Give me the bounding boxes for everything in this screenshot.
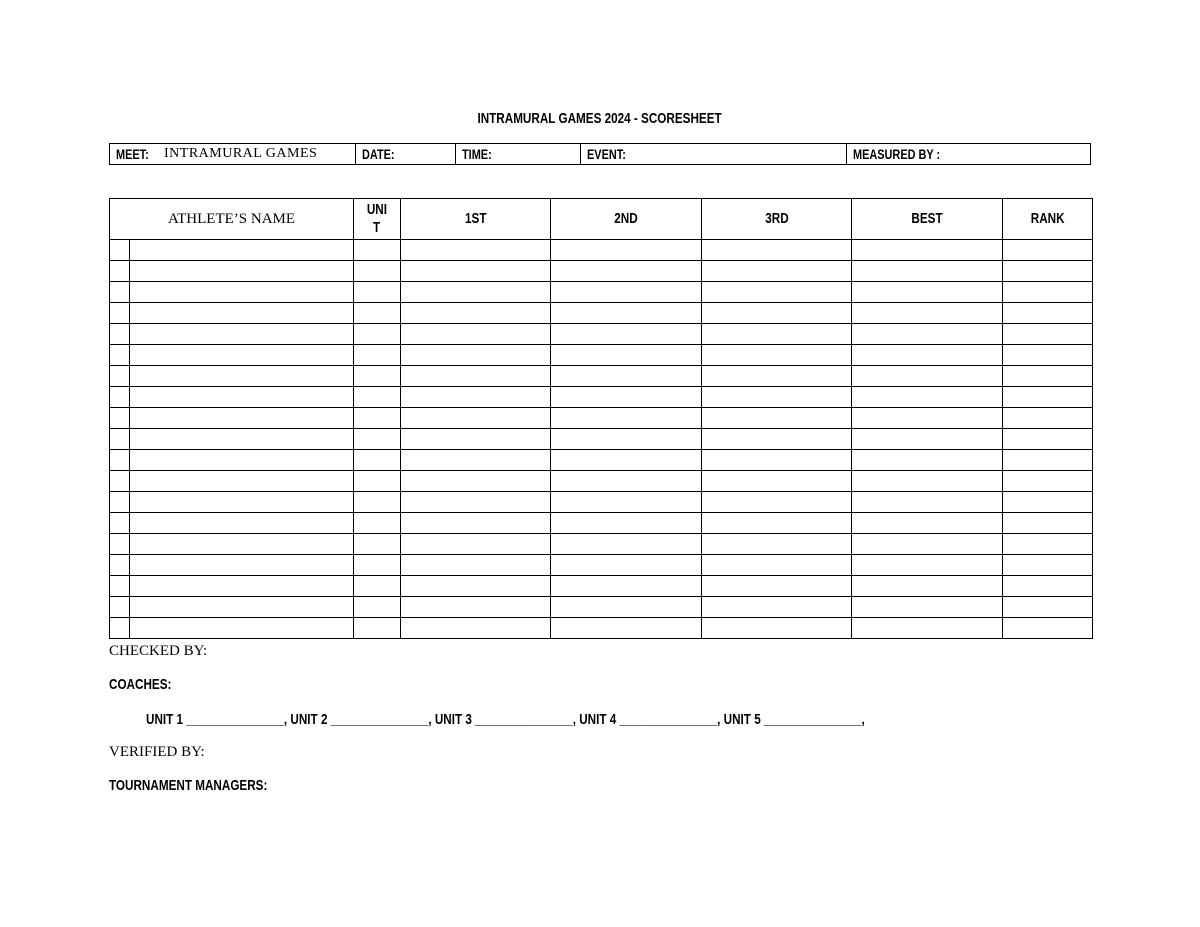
rank-cell[interactable] (1003, 303, 1093, 324)
second-attempt-cell[interactable] (551, 555, 702, 576)
rank-cell[interactable] (1003, 387, 1093, 408)
best-cell[interactable] (852, 492, 1003, 513)
third-attempt-cell[interactable] (702, 618, 852, 639)
best-cell[interactable] (852, 534, 1003, 555)
table-row (110, 471, 1093, 492)
athlete-name-cell[interactable] (130, 429, 354, 450)
rank-cell[interactable] (1003, 471, 1093, 492)
row-number-cell[interactable] (110, 261, 130, 282)
unit-signature-line (146, 711, 1068, 729)
third-attempt-cell[interactable] (702, 576, 852, 597)
rank-cell[interactable] (1003, 240, 1093, 261)
best-header (852, 199, 1003, 240)
row-number-cell[interactable] (110, 471, 130, 492)
second-attempt-cell[interactable] (551, 366, 702, 387)
score-table-body (110, 240, 1093, 639)
athlete-name-header (110, 199, 354, 240)
second-attempt-cell[interactable] (551, 282, 702, 303)
third-attempt-header (702, 199, 852, 240)
athlete-name-cell[interactable] (130, 618, 354, 639)
first-attempt-cell[interactable] (401, 261, 551, 282)
date-cell[interactable] (356, 144, 456, 164)
best-cell[interactable] (852, 324, 1003, 345)
table-row (110, 261, 1093, 282)
unit-cell[interactable] (354, 576, 401, 597)
meet-cell[interactable] (110, 144, 356, 164)
rank-cell[interactable] (1003, 534, 1093, 555)
table-row (110, 534, 1093, 555)
unit-cell[interactable] (354, 324, 401, 345)
first-attempt-cell[interactable] (401, 597, 551, 618)
athlete-name-cell[interactable] (130, 513, 354, 534)
third-attempt-cell[interactable] (702, 534, 852, 555)
third-attempt-header-text: 3RD (764, 210, 789, 227)
first-attempt-cell[interactable] (401, 576, 551, 597)
second-attempt-cell[interactable] (551, 618, 702, 639)
second-attempt-cell[interactable] (551, 513, 702, 534)
athlete-name-cell[interactable] (130, 555, 354, 576)
first-attempt-cell[interactable] (401, 240, 551, 261)
table-row (110, 597, 1093, 618)
third-attempt-cell[interactable] (702, 555, 852, 576)
second-attempt-header-text: 2ND (614, 210, 638, 227)
unit-cell[interactable] (354, 597, 401, 618)
coaches-label-wrap (109, 676, 189, 694)
row-number-cell[interactable] (110, 282, 130, 303)
first-attempt-cell[interactable] (401, 429, 551, 450)
third-attempt-cell[interactable] (702, 324, 852, 345)
second-attempt-cell[interactable] (551, 408, 702, 429)
second-attempt-cell[interactable] (551, 240, 702, 261)
measured-by-label: MEASURED BY : (853, 146, 941, 162)
third-attempt-cell[interactable] (702, 450, 852, 471)
unit-header-line1: UNI (366, 201, 388, 218)
unit-cell[interactable] (354, 408, 401, 429)
rank-header-text: RANK (1030, 210, 1065, 227)
athlete-name-cell[interactable] (130, 576, 354, 597)
unit-cell[interactable] (354, 450, 401, 471)
rank-cell[interactable] (1003, 555, 1093, 576)
managers-label-wrap (109, 777, 312, 795)
third-attempt-cell[interactable] (702, 366, 852, 387)
best-cell[interactable] (852, 366, 1003, 387)
second-attempt-header (551, 199, 702, 240)
athlete-name-cell[interactable] (130, 597, 354, 618)
unit-cell[interactable] (354, 618, 401, 639)
rank-header (1003, 199, 1093, 240)
row-number-cell[interactable] (110, 513, 130, 534)
table-row (110, 303, 1093, 324)
second-attempt-cell[interactable] (551, 387, 702, 408)
first-attempt-cell[interactable] (401, 555, 551, 576)
unit-cell[interactable] (354, 513, 401, 534)
first-attempt-cell[interactable] (401, 366, 551, 387)
meta-bar (109, 143, 1091, 165)
athlete-name-cell[interactable] (130, 471, 354, 492)
row-number-cell[interactable] (110, 576, 130, 597)
best-cell[interactable] (852, 408, 1003, 429)
rank-cell[interactable] (1003, 408, 1093, 429)
rank-cell[interactable] (1003, 597, 1093, 618)
sheet-title (0, 110, 1200, 128)
first-attempt-cell[interactable] (401, 345, 551, 366)
first-attempt-cell[interactable] (401, 282, 551, 303)
unit-cell[interactable] (354, 429, 401, 450)
row-number-cell[interactable] (110, 366, 130, 387)
table-row (110, 450, 1093, 471)
athlete-name-cell[interactable] (130, 534, 354, 555)
event-label: EVENT: (587, 146, 626, 162)
rank-cell[interactable] (1003, 513, 1093, 534)
verified-by-label: VERIFIED BY: (109, 744, 205, 760)
tournament-managers-label: TOURNAMENT MANAGERS: (109, 777, 268, 794)
athlete-name-cell[interactable] (130, 345, 354, 366)
unit-cell[interactable] (354, 555, 401, 576)
table-row (110, 366, 1093, 387)
third-attempt-cell[interactable] (702, 471, 852, 492)
rank-cell[interactable] (1003, 492, 1093, 513)
first-attempt-header-text: 1ST (464, 210, 487, 227)
date-label: DATE: (362, 146, 395, 162)
first-attempt-cell[interactable] (401, 450, 551, 471)
best-cell[interactable] (852, 429, 1003, 450)
first-attempt-cell[interactable] (401, 492, 551, 513)
first-attempt-cell[interactable] (401, 534, 551, 555)
second-attempt-cell[interactable] (551, 492, 702, 513)
rank-cell[interactable] (1003, 345, 1093, 366)
first-attempt-cell[interactable] (401, 387, 551, 408)
best-cell[interactable] (852, 261, 1003, 282)
rank-cell[interactable] (1003, 429, 1093, 450)
athlete-name-cell[interactable] (130, 303, 354, 324)
header-row (110, 199, 1093, 240)
unit-cell[interactable] (354, 261, 401, 282)
table-row (110, 492, 1093, 513)
row-number-cell[interactable] (110, 534, 130, 555)
second-attempt-cell[interactable] (551, 450, 702, 471)
checked-by-label: CHECKED BY: (109, 643, 208, 659)
best-cell[interactable] (852, 282, 1003, 303)
first-attempt-cell[interactable] (401, 324, 551, 345)
athlete-name-cell[interactable] (130, 240, 354, 261)
time-cell[interactable] (456, 144, 581, 164)
rank-cell[interactable] (1003, 282, 1093, 303)
rank-cell[interactable] (1003, 450, 1093, 471)
event-cell[interactable] (581, 144, 847, 164)
unit-cell[interactable] (354, 534, 401, 555)
table-row (110, 618, 1093, 639)
rank-cell[interactable] (1003, 261, 1093, 282)
first-attempt-cell[interactable] (401, 618, 551, 639)
best-cell[interactable] (852, 303, 1003, 324)
first-attempt-cell[interactable] (401, 471, 551, 492)
best-cell[interactable] (852, 576, 1003, 597)
best-cell[interactable] (852, 597, 1003, 618)
best-cell[interactable] (852, 345, 1003, 366)
best-cell[interactable] (852, 471, 1003, 492)
measured-by-cell[interactable] (847, 144, 1090, 164)
unit-header-line2: T (373, 219, 381, 236)
row-number-cell[interactable] (110, 429, 130, 450)
unit-signature-text: UNIT 1 _______________, UNIT 2 _______________, UNIT 3 _______________, UNIT 4 _______________, UNIT 5 _______________, (146, 711, 865, 728)
first-attempt-cell[interactable] (401, 408, 551, 429)
third-attempt-cell[interactable] (702, 429, 852, 450)
third-attempt-cell[interactable] (702, 261, 852, 282)
athlete-name-cell[interactable] (130, 387, 354, 408)
meet-value: INTRAMURAL GAMES (164, 146, 318, 161)
unit-cell[interactable] (354, 345, 401, 366)
first-attempt-cell[interactable] (401, 303, 551, 324)
table-row (110, 282, 1093, 303)
row-number-cell[interactable] (110, 303, 130, 324)
table-row (110, 387, 1093, 408)
second-attempt-cell[interactable] (551, 303, 702, 324)
score-table (109, 198, 1093, 639)
third-attempt-cell[interactable] (702, 513, 852, 534)
athlete-name-cell[interactable] (130, 492, 354, 513)
third-attempt-cell[interactable] (702, 492, 852, 513)
best-cell[interactable] (852, 387, 1003, 408)
third-attempt-cell[interactable] (702, 303, 852, 324)
meet-label: MEET: (116, 146, 149, 162)
athlete-name-cell[interactable] (130, 261, 354, 282)
unit-cell[interactable] (354, 471, 401, 492)
row-number-cell[interactable] (110, 618, 130, 639)
row-number-cell[interactable] (110, 324, 130, 345)
athlete-name-cell[interactable] (130, 282, 354, 303)
second-attempt-cell[interactable] (551, 534, 702, 555)
second-attempt-cell[interactable] (551, 324, 702, 345)
unit-cell[interactable] (354, 492, 401, 513)
table-row (110, 429, 1093, 450)
row-number-cell[interactable] (110, 240, 130, 261)
row-number-cell[interactable] (110, 597, 130, 618)
table-row (110, 555, 1093, 576)
rank-cell[interactable] (1003, 576, 1093, 597)
first-attempt-cell[interactable] (401, 513, 551, 534)
row-number-cell[interactable] (110, 450, 130, 471)
best-cell[interactable] (852, 555, 1003, 576)
table-row (110, 576, 1093, 597)
second-attempt-cell[interactable] (551, 261, 702, 282)
table-row (110, 324, 1093, 345)
second-attempt-cell[interactable] (551, 429, 702, 450)
third-attempt-cell[interactable] (702, 282, 852, 303)
row-number-cell[interactable] (110, 345, 130, 366)
third-attempt-cell[interactable] (702, 387, 852, 408)
best-cell[interactable] (852, 240, 1003, 261)
table-row (110, 240, 1093, 261)
unit-cell[interactable] (354, 366, 401, 387)
third-attempt-cell[interactable] (702, 345, 852, 366)
athlete-name-cell[interactable] (130, 408, 354, 429)
table-row (110, 513, 1093, 534)
second-attempt-cell[interactable] (551, 471, 702, 492)
row-number-cell[interactable] (110, 555, 130, 576)
first-attempt-header (401, 199, 551, 240)
time-label: TIME: (462, 146, 492, 162)
best-header-text: BEST (911, 210, 943, 227)
table-row (110, 345, 1093, 366)
second-attempt-cell[interactable] (551, 345, 702, 366)
best-cell[interactable] (852, 513, 1003, 534)
rank-cell[interactable] (1003, 618, 1093, 639)
athlete-name-cell[interactable] (130, 366, 354, 387)
sheet-title-text: INTRAMURAL GAMES 2024 - SCORESHEET (477, 110, 723, 127)
coaches-label: COACHES: (109, 676, 172, 693)
athlete-name-cell[interactable] (130, 324, 354, 345)
row-number-cell[interactable] (110, 492, 130, 513)
unit-cell[interactable] (354, 282, 401, 303)
unit-cell[interactable] (354, 387, 401, 408)
unit-cell[interactable] (354, 240, 401, 261)
third-attempt-cell[interactable] (702, 597, 852, 618)
third-attempt-cell[interactable] (702, 408, 852, 429)
row-number-cell[interactable] (110, 408, 130, 429)
athlete-name-header-text: ATHLETE’S NAME (167, 210, 296, 227)
second-attempt-cell[interactable] (551, 597, 702, 618)
row-number-cell[interactable] (110, 387, 130, 408)
best-cell[interactable] (852, 450, 1003, 471)
third-attempt-cell[interactable] (702, 240, 852, 261)
table-row (110, 408, 1093, 429)
rank-cell[interactable] (1003, 366, 1093, 387)
athlete-name-cell[interactable] (130, 450, 354, 471)
rank-cell[interactable] (1003, 324, 1093, 345)
unit-cell[interactable] (354, 303, 401, 324)
second-attempt-cell[interactable] (551, 576, 702, 597)
unit-header (354, 199, 401, 240)
best-cell[interactable] (852, 618, 1003, 639)
